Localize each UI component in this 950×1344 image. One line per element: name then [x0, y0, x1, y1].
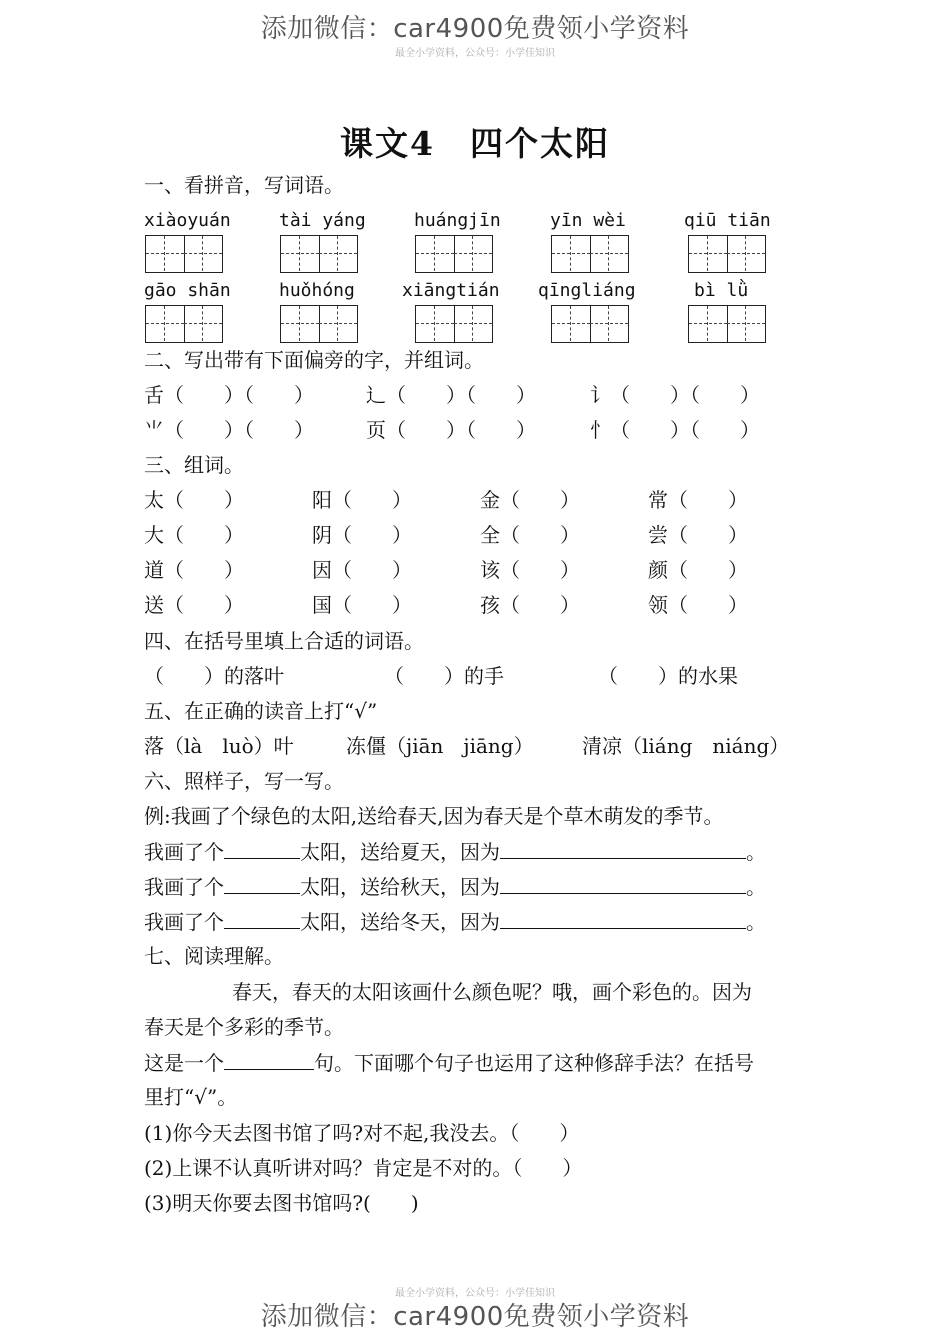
line-prefix: 我画了个	[144, 910, 224, 934]
tianzige-box[interactable]	[415, 305, 493, 343]
tianzige-box[interactable]	[280, 305, 358, 343]
line-end: 。	[746, 910, 766, 934]
answer-blank[interactable]	[224, 838, 300, 859]
word-item: 送（ ）	[144, 593, 244, 617]
word-item: 颜（ ）	[648, 558, 748, 582]
line-prefix: 我画了个	[144, 875, 224, 899]
tianzige-box[interactable]	[145, 235, 223, 273]
pinyin-label: tài yáng	[279, 210, 366, 231]
word-item: 常（ ）	[648, 488, 748, 512]
section4-heading: 四、在括号里填上合适的词语。	[144, 629, 424, 653]
pinyin-label: bì lǜ	[694, 280, 749, 301]
reading-question	[144, 1049, 754, 1076]
radical-item: ⺌（ ）（ ）	[144, 418, 314, 442]
tianzige-box[interactable]	[688, 305, 766, 343]
section6-heading: 六、照样子，写一写。	[144, 769, 344, 793]
question-text: 句。下面哪个句子也运用了这种修辞手法？在括号	[314, 1051, 754, 1075]
watermark-subtext-bottom: 最全小学资料，公众号：小学佳知识	[395, 1288, 555, 1299]
pronunciation-item: 冻僵（jiān jiāng）	[346, 734, 534, 758]
answer-blank[interactable]	[224, 908, 300, 929]
section5-heading: 五、在正确的读音上打“√”	[144, 699, 378, 723]
pronunciation-item: 落（là luò）叶	[144, 734, 294, 758]
tianzige-box[interactable]	[688, 235, 766, 273]
word-item: 尝（ ）	[648, 523, 748, 547]
section1-heading: 一、看拼音，写词语。	[144, 173, 344, 197]
reading-passage: 春天是个多彩的季节。	[144, 1015, 344, 1039]
pinyin-label: xiàoyuán	[144, 210, 231, 231]
pinyin-label: qiū tiān	[684, 210, 771, 231]
pinyin-label: xiāngtián	[402, 280, 500, 301]
word-item: 阳（ ）	[312, 488, 412, 512]
page-title: 课文4 四个太阳	[340, 124, 610, 163]
example-sentence: 例:我画了个绿色的太阳,送给春天,因为春天是个草木萌发的季节。	[144, 804, 724, 828]
line-middle: 太阳，送给夏天，因为	[300, 840, 500, 864]
word-item: 因（ ）	[312, 558, 412, 582]
word-item: 领（ ）	[648, 593, 748, 617]
option-item: (1)你今天去图书馆了吗?对不起,我没去。（ ）	[144, 1121, 580, 1145]
reading-passage: 春天，春天的太阳该画什么颜色呢？哦，画个彩色的。因为	[232, 980, 752, 1004]
reading-question-cont: 里打“√”。	[144, 1085, 238, 1109]
word-item: 太（ ）	[144, 488, 244, 512]
answer-blank[interactable]	[224, 873, 300, 894]
fill-phrase: （ ）的水果	[598, 664, 738, 688]
tianzige-box[interactable]	[145, 305, 223, 343]
question-prefix: 这是一个	[144, 1051, 224, 1075]
line-middle: 太阳，送给秋天，因为	[300, 875, 500, 899]
option-item: (3)明天你要去图书馆吗?( )	[144, 1191, 419, 1215]
pinyin-label: huángjīn	[414, 210, 501, 231]
line-end: 。	[746, 875, 766, 899]
radical-item: 舌（ ）（ ）	[144, 383, 314, 407]
section2-heading: 二、写出带有下面偏旁的字，并组词。	[144, 348, 484, 372]
answer-blank[interactable]	[224, 1049, 314, 1070]
pinyin-label: gāo shān	[144, 280, 231, 301]
radical-item: 页（ ）（ ）	[366, 418, 536, 442]
pinyin-label: yīn wèi	[550, 210, 626, 231]
fill-phrase: （ ）的落叶	[144, 664, 284, 688]
radical-item: 辶（ ）（ ）	[366, 383, 536, 407]
line-middle: 太阳，送给冬天，因为	[300, 910, 500, 934]
answer-blank[interactable]	[500, 908, 746, 929]
word-item: 道（ ）	[144, 558, 244, 582]
tianzige-box[interactable]	[551, 235, 629, 273]
word-item: 阴（ ）	[312, 523, 412, 547]
tianzige-box[interactable]	[280, 235, 358, 273]
fill-phrase: （ ）的手	[384, 664, 504, 688]
tianzige-box[interactable]	[415, 235, 493, 273]
word-item: 国（ ）	[312, 593, 412, 617]
word-item: 孩（ ）	[480, 593, 580, 617]
line-end: 。	[746, 840, 766, 864]
word-item: 该（ ）	[480, 558, 580, 582]
pronunciation-item: 清凉（liáng niáng）	[582, 734, 790, 758]
word-item: 全（ ）	[480, 523, 580, 547]
option-item: (2)上课不认真听讲对吗？肯定是不对的。（ ）	[144, 1156, 583, 1180]
watermark-subtext-top: 最全小学资料，公众号：小学佳知识	[395, 48, 555, 59]
watermark-top: 添加微信：car4900免费领小学资料	[260, 14, 690, 44]
word-item: 大（ ）	[144, 523, 244, 547]
pinyin-label: qīngliáng	[538, 280, 636, 301]
radical-item: 讠（ ）（ ）	[590, 383, 760, 407]
radical-item: 忄（ ）（ ）	[590, 418, 760, 442]
line-prefix: 我画了个	[144, 840, 224, 864]
imitation-line	[144, 838, 766, 865]
answer-blank[interactable]	[500, 873, 746, 894]
watermark-bottom: 添加微信：car4900免费领小学资料	[260, 1302, 690, 1332]
pinyin-label: huǒhóng	[279, 280, 355, 301]
tianzige-box[interactable]	[551, 305, 629, 343]
answer-blank[interactable]	[500, 838, 746, 859]
word-item: 金（ ）	[480, 488, 580, 512]
imitation-line	[144, 873, 766, 900]
imitation-line	[144, 908, 766, 935]
section7-heading: 七、阅读理解。	[144, 944, 284, 968]
section3-heading: 三、组词。	[144, 453, 244, 477]
